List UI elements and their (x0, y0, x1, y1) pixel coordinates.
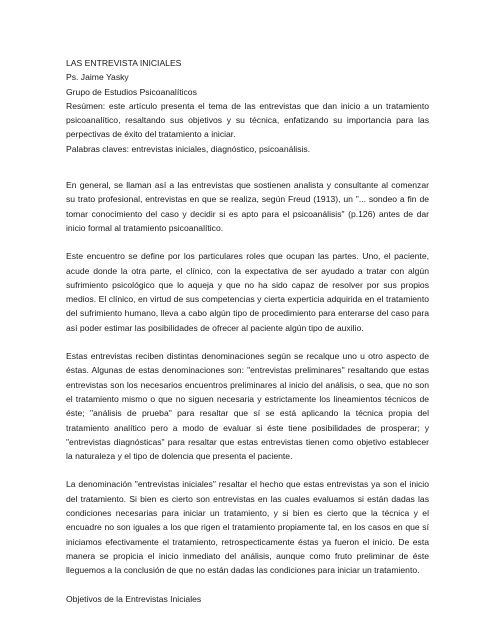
document-title: LAS ENTREVISTA INICIALES (66, 58, 182, 68)
body-paragraph-1: En general, se llaman así a las entrevistas que sostienen analista y consultante al comenzar su trato profesional, entrevistas en que se realiza, según Freud (1913), un "... sondeo a fin de tomar conocimiento del caso y decidir si es apto para el psicoanálisis" (p.126) antes de dar inicio formal al tratamiento psicoanalítico. (66, 180, 429, 233)
spacer (66, 335, 429, 349)
body-paragraph-3: Estas entrevistas reciben distintas denominaciones según se recalque uno u otro aspecto de éstas. Algunas de estas denominaciones son: "entrevistas preliminares" resaltando que estas entrevistas son los necesarios encuentros preliminares al inicio del análisis, o sea, que no son el tratamiento mismo o que no siguen necesaria y estrictamente los lineamientos técnicos de éste; "análisis de prueba" para resaltar que sí se está aplicando la técnica propia del tratamiento analítico pero a modo de evaluar si éste tiene posibilidades de prosperar; y "entrevistas diagnósticas" para resaltar que estas entrevistas tienen como objetivo establecer la naturaleza y el tipo de dolencia que presenta el paciente. (66, 351, 429, 462)
spacer (66, 235, 429, 249)
keywords-line: Palabras claves: entrevistas iniciales, diagnóstico, psicoanálisis. (66, 143, 311, 154)
spacer (66, 578, 429, 592)
body-paragraph-2: Este encuentro se define por los particulares roles que ocupan las partes. Uno, el paciente, acude donde la otra parte, el clínico, con la expectativa de ser ayudado a tratar con algún sufrimiento psicológico que lo aqueja y que no ha sido capaz de resolver por sus propios medios. El clínico, en virtud de sus competencias y cierta experticia adquirida en el tratamiento del sufrimiento humano, lleva a cabo algún tipo de procedimiento para enterarse del caso para así poder estimar las posibilidades de ofrecer al paciente algún tipo de auxilio. (66, 251, 429, 333)
abstract-paragraph: Resúmen: este artículo presenta el tema de las entrevistas que dan inicio a un tratamiento psicoanalítico, resaltando sus objetivos y su técnica, enfatizando su importancia para las perpectivas de éxito del tratamiento a iniciar. (66, 100, 429, 140)
author-affiliation: Grupo de Estudios Psicoanalíticos (66, 86, 197, 97)
author-name: Ps. Jaime Yasky (66, 72, 129, 83)
section-heading: Objetivos de la Entrevistas Iniciales (66, 593, 202, 604)
spacer (66, 463, 429, 477)
body-paragraph-4: La denominación "entrevistas iniciales" resaltar el hecho que estas entrevistas ya son el inicio del tratamiento. Si bien es cierto son entrevistas en las cuales evaluamos si están dadas las condiciones necesarias para iniciar un tratamiento, y si bien es cierto que la técnica y el encuadre no son iguales a los que rigen el tratamiento propiamente tal, en los casos en que sí iniciamos efectivamente el tratamiento, retrospecticamente éstas ya fueron el inicio. De esta manera se propicia el inicio inmediato del análisis, aunque como fruto preliminar de éste lleguemos a la conclusión de que no están dadas las condiciones para iniciar un tratamiento. (66, 479, 429, 576)
spacer (66, 156, 429, 178)
